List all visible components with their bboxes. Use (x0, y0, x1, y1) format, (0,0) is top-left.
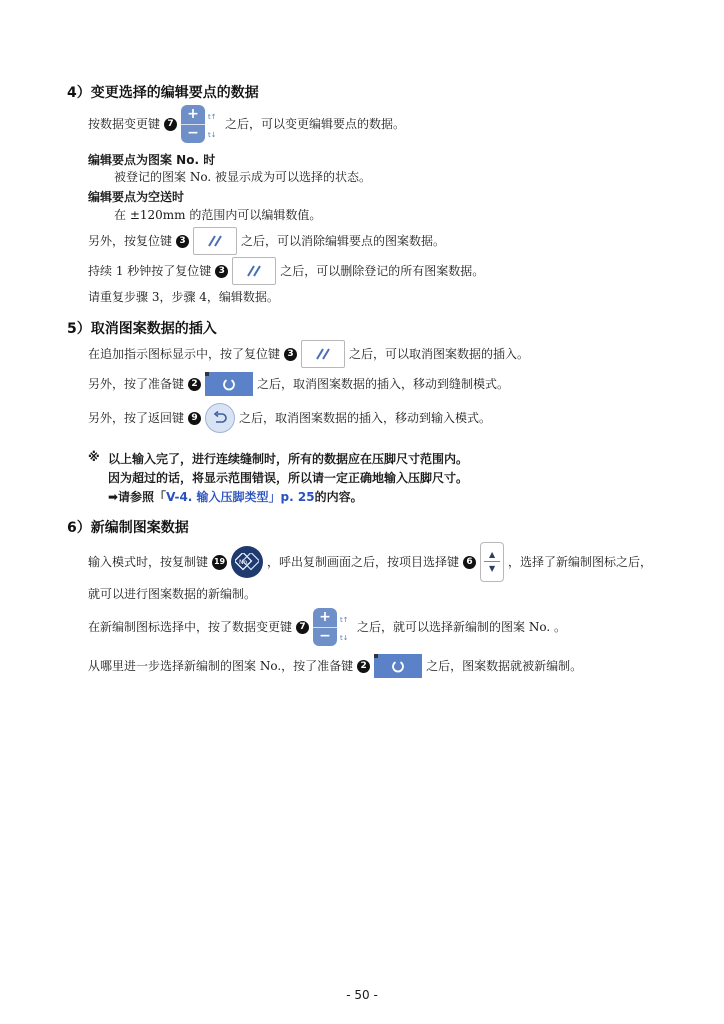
sec5-line-ready (88, 372, 509, 396)
sec6-line-ready (88, 654, 582, 678)
sec6-line-copy (88, 542, 652, 582)
sec6-line-data-change (88, 608, 566, 646)
sub-heading-feed: 编辑要点为空送时 (88, 190, 185, 204)
sec4-line-repeat: 请重复步骤 3，步骤 4，编辑数据。 (88, 290, 279, 304)
sec4-line-reset (88, 227, 445, 255)
text: 之后，取消图案数据的插入，移动到输入模式。 (239, 411, 492, 425)
key-number-badge: 9 (188, 412, 201, 425)
sec6-line-new: 就可以进行图案数据的新编制。 (88, 587, 257, 601)
text: 另外，按了准备键 (88, 377, 185, 391)
data-change-key-icon: + − (313, 608, 337, 646)
ready-key-icon (374, 654, 422, 678)
key-number-badge: 3 (176, 235, 189, 248)
sub-heading-pattern-no: 编辑要点为图案 No. 时 (88, 153, 216, 167)
section-5-title: 5）取消图案数据的插入 (67, 321, 217, 337)
text: 按数据变更键 (88, 117, 161, 131)
text: ➡请参照「 (108, 490, 167, 504)
text: 在新编制图标选择中，按了数据变更键 (88, 620, 293, 634)
data-change-side-icon: t↑ t↓ (340, 616, 349, 642)
ready-key-icon (205, 372, 253, 396)
note-mark: ※ (88, 450, 100, 464)
key-number-badge: 7 (296, 621, 309, 634)
text: 之后，可以消除编辑要点的图案数据。 (241, 234, 446, 248)
text: 的内容。 (314, 490, 363, 504)
key-number-badge: 2 (357, 660, 370, 673)
text: 之后，可以删除登记的所有图案数据。 (280, 264, 485, 278)
note-line-2: 因为超过的话，将显示范围错误，所以请一定正确地输入压脚尺寸。 (108, 471, 469, 485)
data-change-side-icon: t↑ t↓ (208, 113, 217, 139)
text: 之后，图案数据就被新编制。 (426, 659, 583, 673)
svg-text:No.: No. (239, 559, 249, 566)
text: 之后，取消图案数据的插入，移动到缝制模式。 (257, 377, 510, 391)
sub-text-feed: 在 ±120mm 的范围内可以编辑数值。 (114, 208, 322, 222)
sec5-line-reset (88, 340, 529, 368)
text: ，选择了新编制图标之后， (508, 555, 653, 569)
copy-key-icon (231, 546, 263, 578)
reset-key-icon (232, 257, 276, 285)
page-number: - 50 - (346, 988, 378, 1002)
section-6-title: 6）新编制图案数据 (67, 520, 189, 536)
sub-text-pattern-no: 被登记的图案 No. 被显示成为可以选择的状态。 (114, 170, 371, 184)
text: 持续 1 秒钟按了复位键 (88, 264, 212, 278)
key-number-badge: 3 (215, 265, 228, 278)
text: 在追加指示图标显示中，按了复位键 (88, 347, 281, 361)
text: 之后，就可以选择新编制的图案 No. 。 (357, 620, 566, 634)
text: 之后，可以变更编辑要点的数据。 (225, 117, 406, 131)
text: 另外，按复位键 (88, 234, 173, 248)
return-key-icon (205, 403, 235, 433)
sec4-line-reset-hold (88, 257, 484, 285)
key-number-badge: 7 (164, 118, 177, 131)
key-number-badge: 3 (284, 348, 297, 361)
text: 输入模式时，按复制键 (88, 555, 209, 569)
reference-link[interactable]: V-4. 输入压脚类型」p. 25 (166, 490, 315, 504)
reset-key-icon (301, 340, 345, 368)
sec5-line-return (88, 403, 491, 433)
note-line-3 (108, 488, 363, 505)
reset-key-icon (193, 227, 237, 255)
sec4-line-data-change (88, 105, 405, 143)
key-number-badge: 2 (188, 378, 201, 391)
text: 从哪里进一步选择新编制的图案 No.，按了准备键 (88, 659, 354, 673)
note-line-1: 以上输入完了，进行连续缝制时，所有的数据应在压脚尺寸范围内。 (108, 452, 469, 466)
text: 之后，可以取消图案数据的插入。 (349, 347, 530, 361)
item-select-key-icon: ▲ ▼ (480, 542, 504, 582)
text: 另外，按了返回键 (88, 411, 185, 425)
key-number-badge: 6 (463, 556, 476, 569)
key-number-badge: 19 (212, 555, 227, 570)
data-change-key-icon: + − (181, 105, 205, 143)
section-4-title: 4）变更选择的编辑要点的数据 (67, 85, 259, 101)
text: ，呼出复制画面之后，按项目选择键 (267, 555, 460, 569)
